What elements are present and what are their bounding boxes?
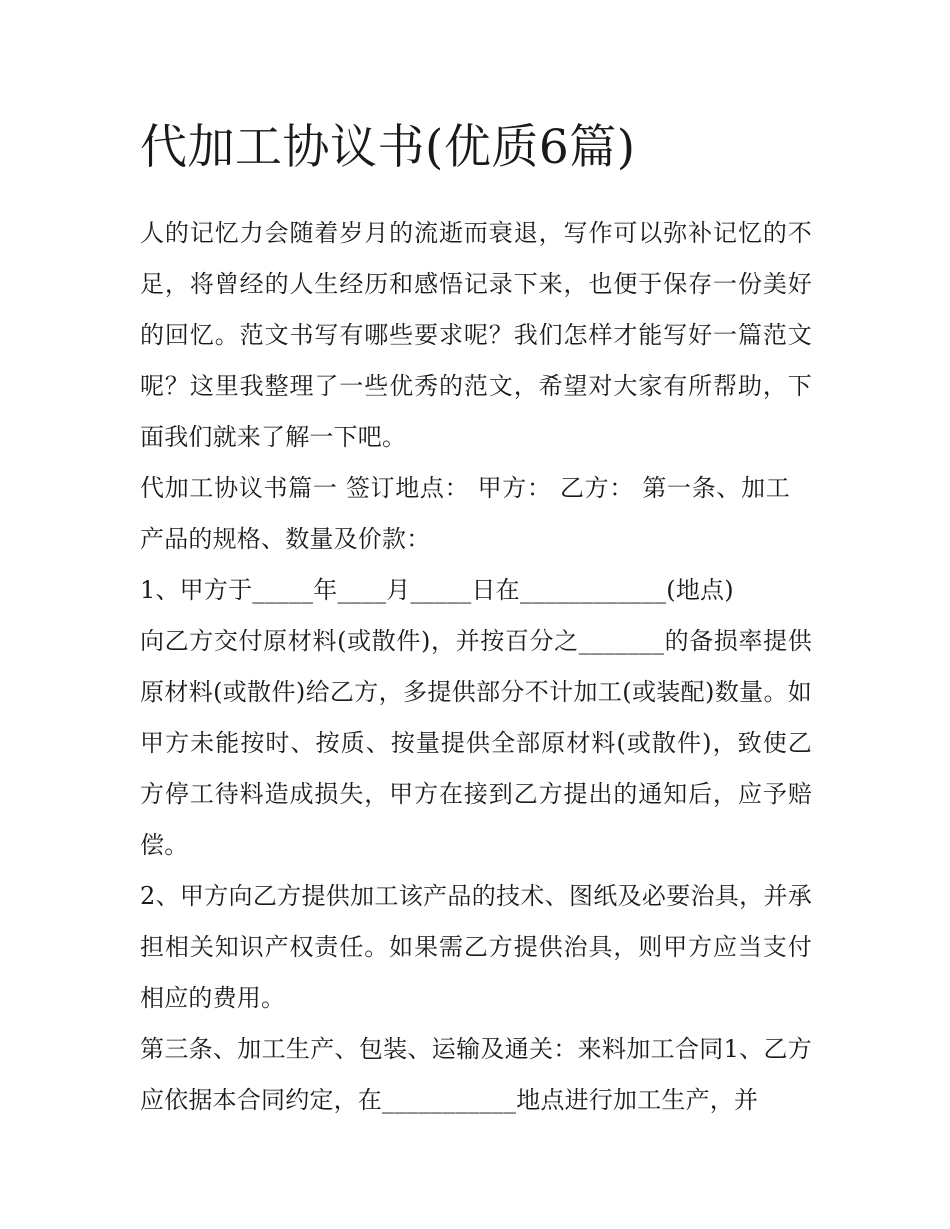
clause-1-paragraph: 向乙方交付原材料(或散件)，并按百分之_______的备损率提供原材料(或散件)给乙方，多提供部分不计加工(或装配)数量。如甲方未能按时、按质、按量提供全部原材料(或散件)，致使乙方停工待料造成损失，甲方在接到乙方提出的通知后，应予赔偿。 xyxy=(140,627,812,859)
document-body xyxy=(140,118,812,1126)
clause-1-line: 1、甲方于_____年____月_____日在____________(地点) xyxy=(140,576,734,604)
agreement-heading-paragraph: 代加工协议书篇一 签订地点： 甲方： 乙方： 第一条、加工产品的规格、数量及价款： xyxy=(140,474,790,553)
document-title: 代加工协议书(优质6篇) xyxy=(140,120,636,175)
article-3-paragraph: 第三条、加工生产、包装、运输及通关：来料加工合同1、乙方应依据本合同约定，在___________地点进行加工生产，并 xyxy=(140,1035,812,1114)
intro-paragraph: 人的记忆力会随着岁月的流逝而衰退，写作可以弥补记忆的不足，将曾经的人生经历和感悟记录下来，也便于保存一份美好的回忆。范文书写有哪些要求呢？我们怎样才能写好一篇范文呢？这里我整理了一些优秀的范文，希望对大家有所帮助，下面我们就来了解一下吧。 xyxy=(140,219,812,451)
clause-2-paragraph: 2、甲方向乙方提供加工该产品的技术、图纸及必要治具，并承担相关知识产权责任。如果需乙方提供治具，则甲方应当支付相应的费用。 xyxy=(140,882,812,1012)
